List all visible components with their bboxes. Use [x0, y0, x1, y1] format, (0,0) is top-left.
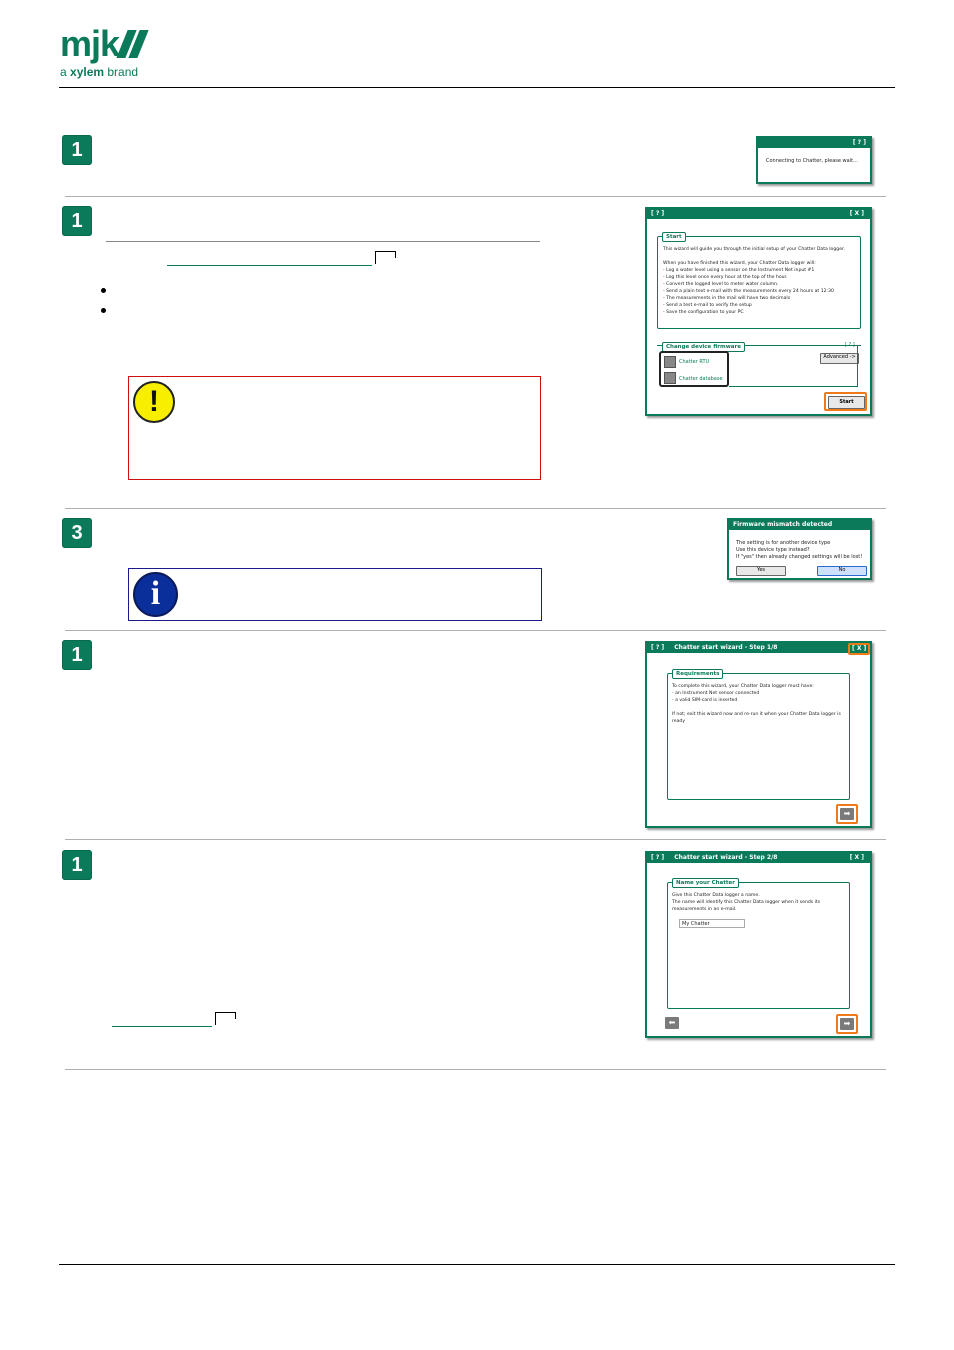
name-fieldset — [667, 882, 850, 1009]
section-divider — [65, 839, 886, 840]
close-link[interactable]: [ X ] — [849, 854, 864, 861]
advanced-button[interactable]: Advanced -> — [820, 353, 859, 364]
wizard-title: Chatter start wizard - Step 1/8 — [674, 644, 778, 651]
firmware-icon — [664, 356, 676, 368]
mismatch-title: Firmware mismatch detected — [733, 521, 833, 528]
cross-reference-link — [112, 1026, 212, 1027]
header-rule — [59, 87, 895, 88]
firmware-help: [ ? ] — [845, 342, 855, 348]
wizard-title: Chatter start wizard - Step 2/8 — [674, 854, 778, 861]
requirements-text: To complete this wizard, your Chatter Data logger must have: - an Instrument Net sensor connected - a valid SIM-card is inserted If not; exit this wizard now and re-run it when your Chatter Data logger is ready — [672, 684, 841, 724]
screenshot-titlebar — [647, 853, 870, 863]
screenshot-titlebar — [647, 643, 870, 653]
info-icon: i — [133, 572, 178, 617]
back-arrow-icon[interactable]: ⬅ — [665, 1017, 679, 1029]
warning-icon: ! — [133, 381, 175, 423]
wizard-step1-screenshot — [645, 641, 872, 828]
name-instructions: Give this Chatter Data logger a name. The name will identify this Chatter Data logger when it sends its measurements in an e-mail. — [672, 893, 821, 912]
logo-main-text: mjk — [60, 23, 120, 64]
logo-tagline-prefix: a — [60, 65, 71, 79]
warning-box — [128, 376, 541, 480]
start-fieldset — [657, 236, 861, 329]
mismatch-text: The setting is for another device type Use this device type instead? If "yes" then already changed settings will be lost! — [736, 540, 863, 560]
close-link: [ X ] — [849, 210, 864, 217]
screenshot-titlebar — [758, 138, 870, 148]
help-link: [ ? ] — [651, 210, 665, 217]
step-badge: 1 — [62, 850, 92, 880]
step-badge: 1 — [62, 206, 92, 236]
yes-button[interactable]: Yes — [736, 566, 786, 576]
mjk-logo — [60, 23, 143, 64]
firmware-list — [659, 351, 729, 387]
help-link: [ ? ] — [852, 139, 866, 146]
cross-reference-link — [167, 265, 372, 266]
name-legend: Name your Chatter — [672, 878, 739, 888]
logo-tagline — [60, 65, 138, 79]
name-input-value: My Chatter — [682, 921, 710, 927]
start-legend: Start — [662, 232, 686, 242]
section-divider — [65, 196, 886, 197]
connecting-message: Connecting to Chatter, please wait... — [766, 158, 858, 164]
next-arrow-icon[interactable]: ➡ — [840, 1018, 854, 1030]
firmware-icon — [664, 372, 676, 384]
connecting-screenshot — [756, 136, 872, 184]
section-divider — [65, 508, 886, 509]
requirements-legend: Requirements — [672, 669, 723, 679]
mismatch-titlebar — [729, 520, 870, 530]
text-underline — [106, 241, 540, 242]
screenshot-titlebar — [647, 209, 870, 219]
firmware-border — [857, 345, 858, 387]
firmware-mismatch-screenshot — [727, 518, 872, 580]
section-divider — [65, 630, 886, 631]
footer-rule — [59, 1264, 895, 1265]
wizard-step2-screenshot — [645, 851, 872, 1038]
cross-reference-marker-icon — [215, 1012, 236, 1025]
firmware-item[interactable]: Chatter database — [679, 376, 723, 382]
firmware-legend: Change device firmware — [662, 342, 745, 352]
start-wizard-screenshot — [645, 207, 872, 416]
start-description: This wizard will guide you through the initial setup of your Chatter Data logger. When you have finished this wizard, your Chatter Data logger will: - Log a water level using a sensor on the Instrument Net input #1 - Log this level once every hour at the top of the hour. - Convert the logged level to meter water column. - Send a plain text e-mail with the measurements every 24 hours at 12:30 - The measurements in the mail will have two decimals - Send a test e-mail to verify the setup - Save the configuration to your PC — [663, 247, 845, 315]
cross-reference-marker-icon — [375, 251, 396, 264]
next-arrow-icon[interactable]: ➡ — [840, 808, 854, 820]
info-box — [128, 568, 542, 621]
logo-tagline-suffix: brand — [104, 65, 139, 79]
section-divider — [65, 1069, 886, 1070]
step-badge: 3 — [62, 518, 92, 548]
step-badge: 1 — [62, 135, 92, 165]
requirements-fieldset — [667, 673, 850, 800]
firmware-border — [729, 386, 858, 387]
firmware-item[interactable]: Chatter RTU — [679, 359, 710, 365]
no-button[interactable]: No — [817, 566, 867, 576]
bullet-icon — [101, 308, 106, 313]
start-button[interactable]: Start — [828, 396, 865, 409]
help-link: [ ? ] — [651, 854, 665, 861]
step-badge: 1 — [62, 640, 92, 670]
name-input[interactable] — [679, 919, 745, 928]
close-link[interactable]: [ X ] — [852, 645, 867, 652]
help-link: [ ? ] — [651, 644, 665, 651]
bullet-icon — [101, 288, 106, 293]
logo-tagline-brand: xylem — [70, 65, 105, 79]
